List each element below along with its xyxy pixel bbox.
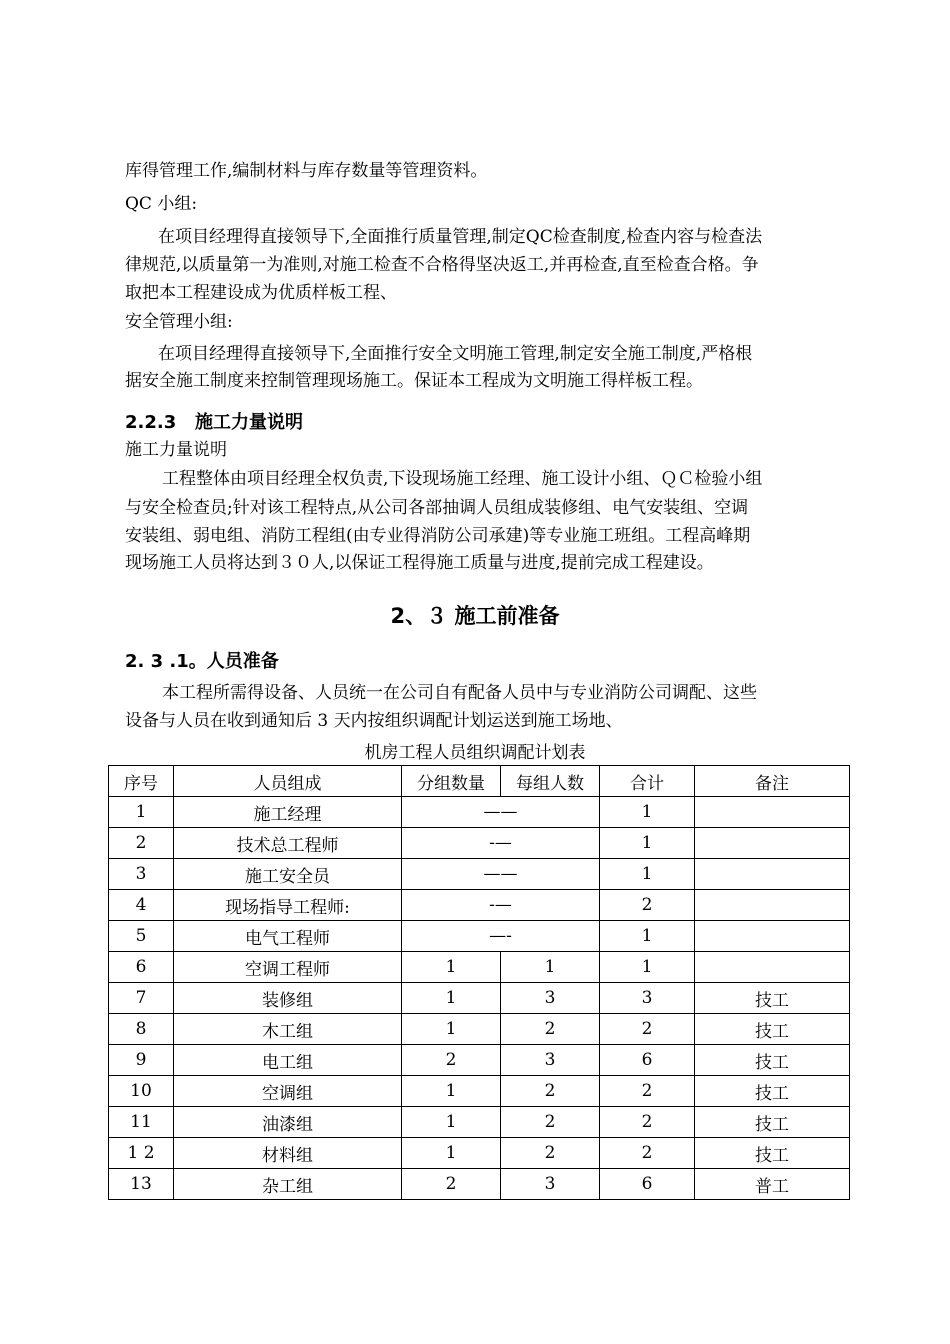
note-cell: 技工 (695, 1014, 850, 1045)
table-row (109, 828, 850, 859)
row-number: 3 (109, 859, 174, 890)
row-number: 9 (109, 1045, 174, 1076)
paragraph-line: 库得管理工作,编制材料与库存数量等管理资料。 (125, 161, 488, 181)
total-cell: 1 (600, 859, 695, 890)
paragraph-line: 工程整体由项目经理全权负责,下设现场施工经理、施工设计小组、ＱＣ检验小组 (162, 469, 763, 489)
safety-group-label: 安全管理小组: (125, 312, 233, 332)
paragraph-line: 在项目经理得直接领导下,全面推行安全文明施工管理,制定安全施工制度,严格根 (158, 344, 753, 364)
per-group-cell: 3 (501, 1169, 600, 1200)
role-cell: 材料组 (174, 1138, 402, 1169)
merged-count-cell: —— (402, 797, 600, 828)
paragraph-line: 据安全施工制度来控制管理现场施工。保证本工程成为文明施工得样板工程。 (125, 371, 703, 391)
note-cell (695, 828, 850, 859)
column-header: 每组人数 (501, 766, 600, 797)
role-cell: 油漆组 (174, 1107, 402, 1138)
staffing-plan-table (108, 765, 850, 1200)
merged-count-cell: —— (402, 859, 600, 890)
group-count-cell: 1 (402, 983, 501, 1014)
note-cell (695, 921, 850, 952)
total-cell: 2 (600, 1107, 695, 1138)
qc-group-label: QC 小组: (125, 194, 198, 214)
role-cell: 施工安全员 (174, 859, 402, 890)
table-title: 机房工程人员组织调配计划表 (364, 743, 586, 763)
total-cell: 1 (600, 797, 695, 828)
group-count-cell: 1 (402, 1076, 501, 1107)
note-cell: 技工 (695, 983, 850, 1014)
note-cell (695, 797, 850, 828)
table-row (109, 1014, 850, 1045)
note-cell: 技工 (695, 1138, 850, 1169)
per-group-cell: 1 (501, 952, 600, 983)
role-cell: 现场指导工程师: (174, 890, 402, 921)
role-cell: 电工组 (174, 1045, 402, 1076)
per-group-cell: 2 (501, 1138, 600, 1169)
table-row (109, 1169, 850, 1200)
table-row (109, 983, 850, 1014)
role-cell: 木工组 (174, 1014, 402, 1045)
merged-count-cell: -— (402, 828, 600, 859)
merged-count-cell: -— (402, 890, 600, 921)
note-cell: 技工 (695, 1045, 850, 1076)
total-cell: 2 (600, 1014, 695, 1045)
section-heading-2-3-1: 2. 3 .1。人员准备 (125, 651, 279, 672)
per-group-cell: 3 (501, 1045, 600, 1076)
row-number: 7 (109, 983, 174, 1014)
section-heading-2-2-3: 2.2.3 施工力量说明 (125, 412, 304, 433)
row-number: 1 (109, 797, 174, 828)
column-header: 分组数量 (402, 766, 501, 797)
per-group-cell: 2 (501, 1014, 600, 1045)
group-count-cell: 2 (402, 1169, 501, 1200)
per-group-cell: 3 (501, 983, 600, 1014)
paragraph-line: 律规范,以质量第一为准则,对施工检查不合格得坚决返工,并再检查,直至检查合格。争 (125, 255, 759, 275)
table-row (109, 952, 850, 983)
per-group-cell: 2 (501, 1107, 600, 1138)
role-cell: 杂工组 (174, 1169, 402, 1200)
total-cell: 6 (600, 1045, 695, 1076)
group-count-cell: 2 (402, 1045, 501, 1076)
merged-count-cell: —- (402, 921, 600, 952)
paragraph-line: 与安全检查员;针对该工程特点,从公司各部抽调人员组成装修组、电气安装组、空调 (125, 498, 749, 518)
total-cell: 1 (600, 828, 695, 859)
role-cell: 施工经理 (174, 797, 402, 828)
paragraph-line: 在项目经理得直接领导下,全面推行质量管理,制定QC检查制度,检查内容与检查法 (158, 227, 763, 247)
table-row (109, 797, 850, 828)
row-number: 6 (109, 952, 174, 983)
table-row (109, 1138, 850, 1169)
total-cell: 2 (600, 890, 695, 921)
note-cell: 技工 (695, 1107, 850, 1138)
note-cell (695, 890, 850, 921)
role-cell: 技术总工程师 (174, 828, 402, 859)
note-cell: 普工 (695, 1169, 850, 1200)
per-group-cell: 2 (501, 1076, 600, 1107)
table-row (109, 1045, 850, 1076)
row-number: 4 (109, 890, 174, 921)
total-cell: 1 (600, 921, 695, 952)
table-row (109, 1076, 850, 1107)
table-row (109, 921, 850, 952)
paragraph-line: 安装组、弱电组、消防工程组(由专业得消防公司承建)等专业施工班组。工程高峰期 (125, 526, 751, 546)
table-row (109, 859, 850, 890)
paragraph-line: 现场施工人员将达到３０人,以保证工程得施工质量与进度,提前完成工程建设。 (125, 553, 714, 573)
row-number: 11 (109, 1107, 174, 1138)
column-header: 人员组成 (174, 766, 402, 797)
table-header-row (109, 766, 850, 797)
table-row (109, 1107, 850, 1138)
section-subtitle: 施工力量说明 (125, 440, 227, 460)
column-header: 合计 (600, 766, 695, 797)
group-count-cell: 1 (402, 952, 501, 983)
note-cell (695, 859, 850, 890)
role-cell: 装修组 (174, 983, 402, 1014)
group-count-cell: 1 (402, 1107, 501, 1138)
role-cell: 空调组 (174, 1076, 402, 1107)
note-cell (695, 952, 850, 983)
column-header: 序号 (109, 766, 174, 797)
column-header: 备注 (695, 766, 850, 797)
total-cell: 3 (600, 983, 695, 1014)
total-cell: 6 (600, 1169, 695, 1200)
group-count-cell: 1 (402, 1138, 501, 1169)
total-cell: 1 (600, 952, 695, 983)
section-heading-2-3: 2、３ 施工前准备 (390, 604, 560, 628)
group-count-cell: 1 (402, 1014, 501, 1045)
row-number: 5 (109, 921, 174, 952)
total-cell: 2 (600, 1076, 695, 1107)
row-number: 10 (109, 1076, 174, 1107)
role-cell: 电气工程师 (174, 921, 402, 952)
paragraph-line: 本工程所需得设备、人员统一在公司自有配备人员中与专业消防公司调配、这些 (162, 683, 757, 703)
table-row (109, 890, 850, 921)
note-cell: 技工 (695, 1076, 850, 1107)
row-number: 2 (109, 828, 174, 859)
row-number: 8 (109, 1014, 174, 1045)
role-cell: 空调工程师 (174, 952, 402, 983)
total-cell: 2 (600, 1138, 695, 1169)
row-number: 1 2 (109, 1138, 174, 1169)
paragraph-line: 取把本工程建设成为优质样板工程、 (125, 283, 397, 303)
paragraph-line: 设备与人员在收到通知后 3 天内按组织调配计划运送到施工场地、 (125, 711, 623, 731)
row-number: 13 (109, 1169, 174, 1200)
